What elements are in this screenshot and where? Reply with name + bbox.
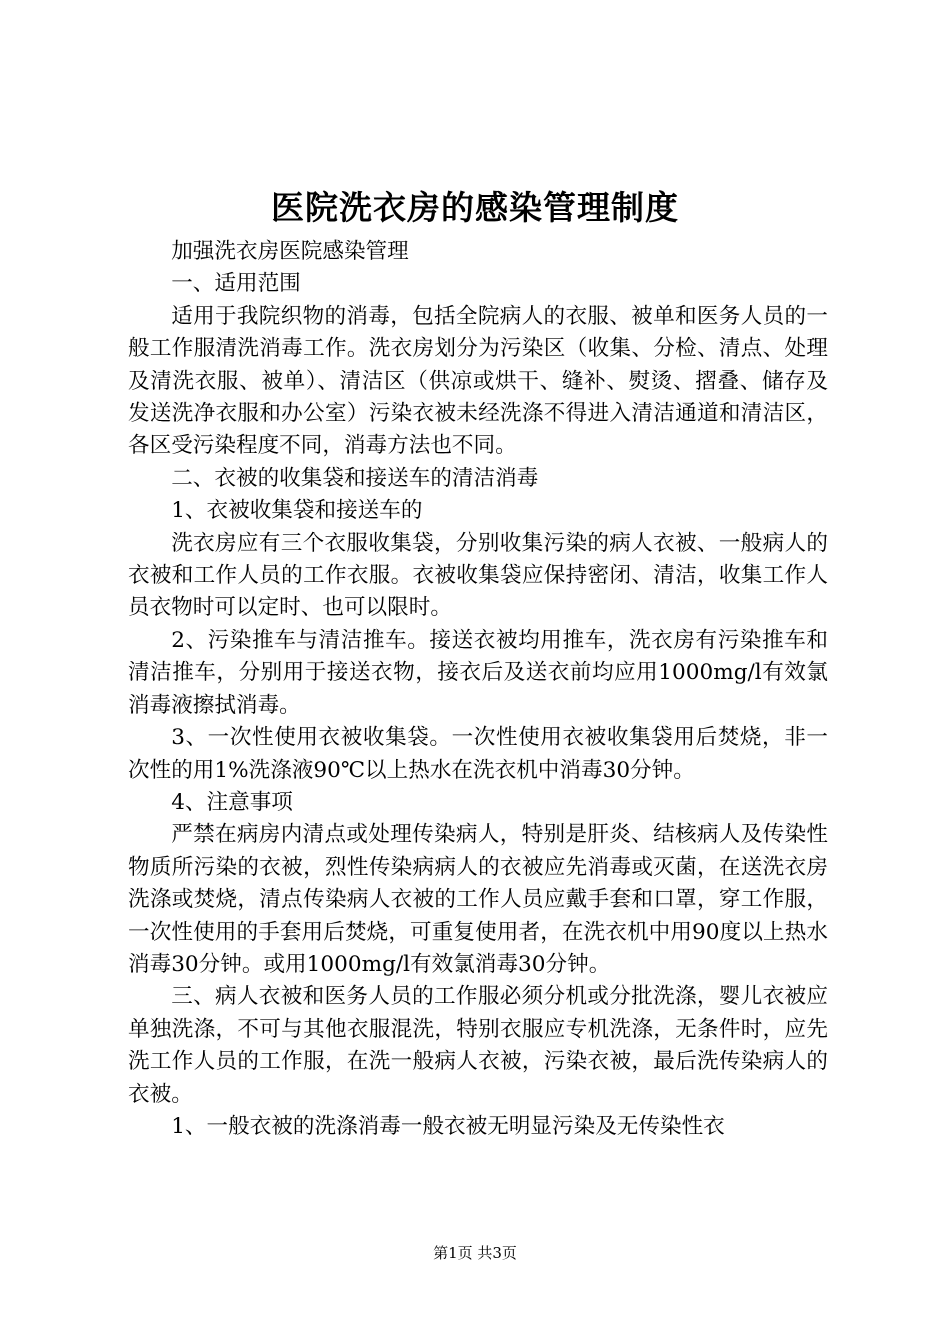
page-number-footer: 第1页 共3页 xyxy=(433,1244,517,1262)
subheading-bags-carts: 1、衣被收集袋和接送车的 xyxy=(171,498,423,524)
paragraph-scope: 适用于我院织物的消毒，包括全院病人的衣服、被单和医务人员的一般工作服清洗消毒工作。洗衣房划分为污染区（收集、分检、清点、处理及清洗衣服、被单）、清洁区（供凉或烘干、缝补、熨烫、摺叠、储存及发送洗净衣服和办公室）污染衣被未经洗涤不得进入清洁通道和清洁区，各区受污染程度不同，消毒方法也不同。 xyxy=(128,303,828,459)
paragraph-carts: 2、污染推车与清洁推车。接送衣被均用推车，洗衣房有污染推车和清洁推车，分别用于接送衣物，接衣后及送衣前均应用1000mg/l有效氯消毒液擦拭消毒。 xyxy=(128,627,828,718)
subheading-precautions: 4、注意事项 xyxy=(171,789,293,815)
document-title: 医院洗衣房的感染管理制度 xyxy=(271,188,679,227)
paragraph-precautions: 严禁在病房内清点或处理传染病人，特别是肝炎、结核病人及传染性物质所污染的衣被，烈性传染病病人的衣被应先消毒或灭菌，在送洗衣房洗涤或焚烧，清点传染病人衣被的工作人员应戴手套和口罩，穿工作服，一次性使用的手套用后焚烧，可重复使用者，在洗衣机中用90度以上热水消毒30分钟。或用1000mg/l有效氯消毒30分钟。 xyxy=(128,822,828,977)
section-heading-washing: 三、病人衣被和医务人员的工作服必须分机或分批洗涤，婴儿衣被应单独洗涤，不可与其他衣服混洗，特别衣服应专机洗涤，无条件时，应先洗工作人员的工作服，在洗一般病人衣被，污染衣被，最后洗传染病人的衣被。 xyxy=(128,984,828,1107)
paragraph-general-washing: 1、一般衣被的洗涤消毒一般衣被无明显污染及无传染性衣 xyxy=(171,1113,725,1139)
paragraph-intro: 加强洗衣房医院感染管理 xyxy=(171,239,409,264)
paragraph-collection-bags: 洗衣房应有三个衣服收集袋，分别收集污染的病人衣被、一般病人的衣被和工作人员的工作衣服。衣被收集袋应保持密闭、清洁，收集工作人员衣物时可以定时、也可以限时。 xyxy=(128,530,828,621)
section-heading-bags-carts: 二、衣被的收集袋和接送车的清洁消毒 xyxy=(171,465,539,491)
section-heading-scope: 一、适用范围 xyxy=(171,271,301,297)
document-body xyxy=(128,236,828,1143)
paragraph-disposable-bags: 3、一次性使用衣被收集袋。一次性使用衣被收集袋用后焚烧，非一次性的用1%洗涤液90℃以上热水在洗衣机中消毒30分钟。 xyxy=(128,725,828,783)
